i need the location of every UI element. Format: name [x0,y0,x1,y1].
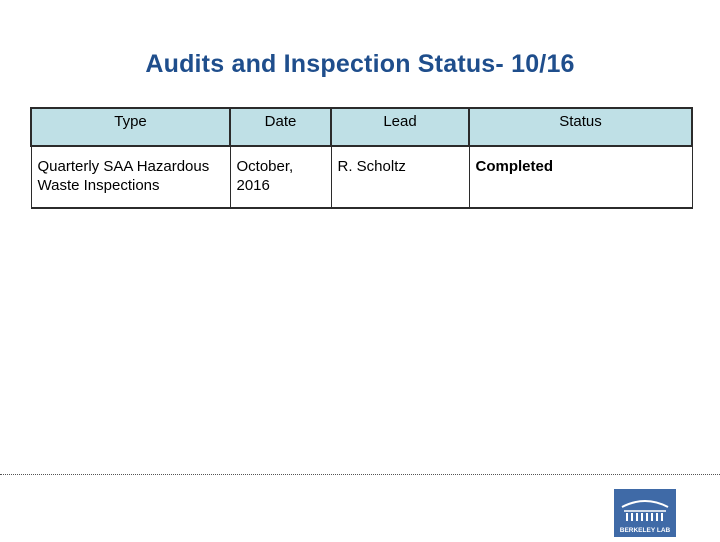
status-table [30,107,693,209]
table-row [31,146,692,208]
lead-cell: R. Scholtz [331,146,469,208]
column-header-status: Status [469,108,692,146]
footer-divider [0,474,720,475]
column-header-date: Date [230,108,331,146]
type-cell: Quarterly SAA Hazardous Waste Inspections [31,146,230,208]
date-cell: October, 2016 [230,146,331,208]
table-header-row [31,108,692,146]
column-header-lead: Lead [331,108,469,146]
berkeley-lab-logo [614,489,676,537]
logo-text: BERKELEY LAB [619,527,671,534]
status-cell: Completed [469,146,692,208]
slide-title: Audits and Inspection Status- 10/16 [145,50,575,78]
column-header-type: Type [31,108,230,146]
